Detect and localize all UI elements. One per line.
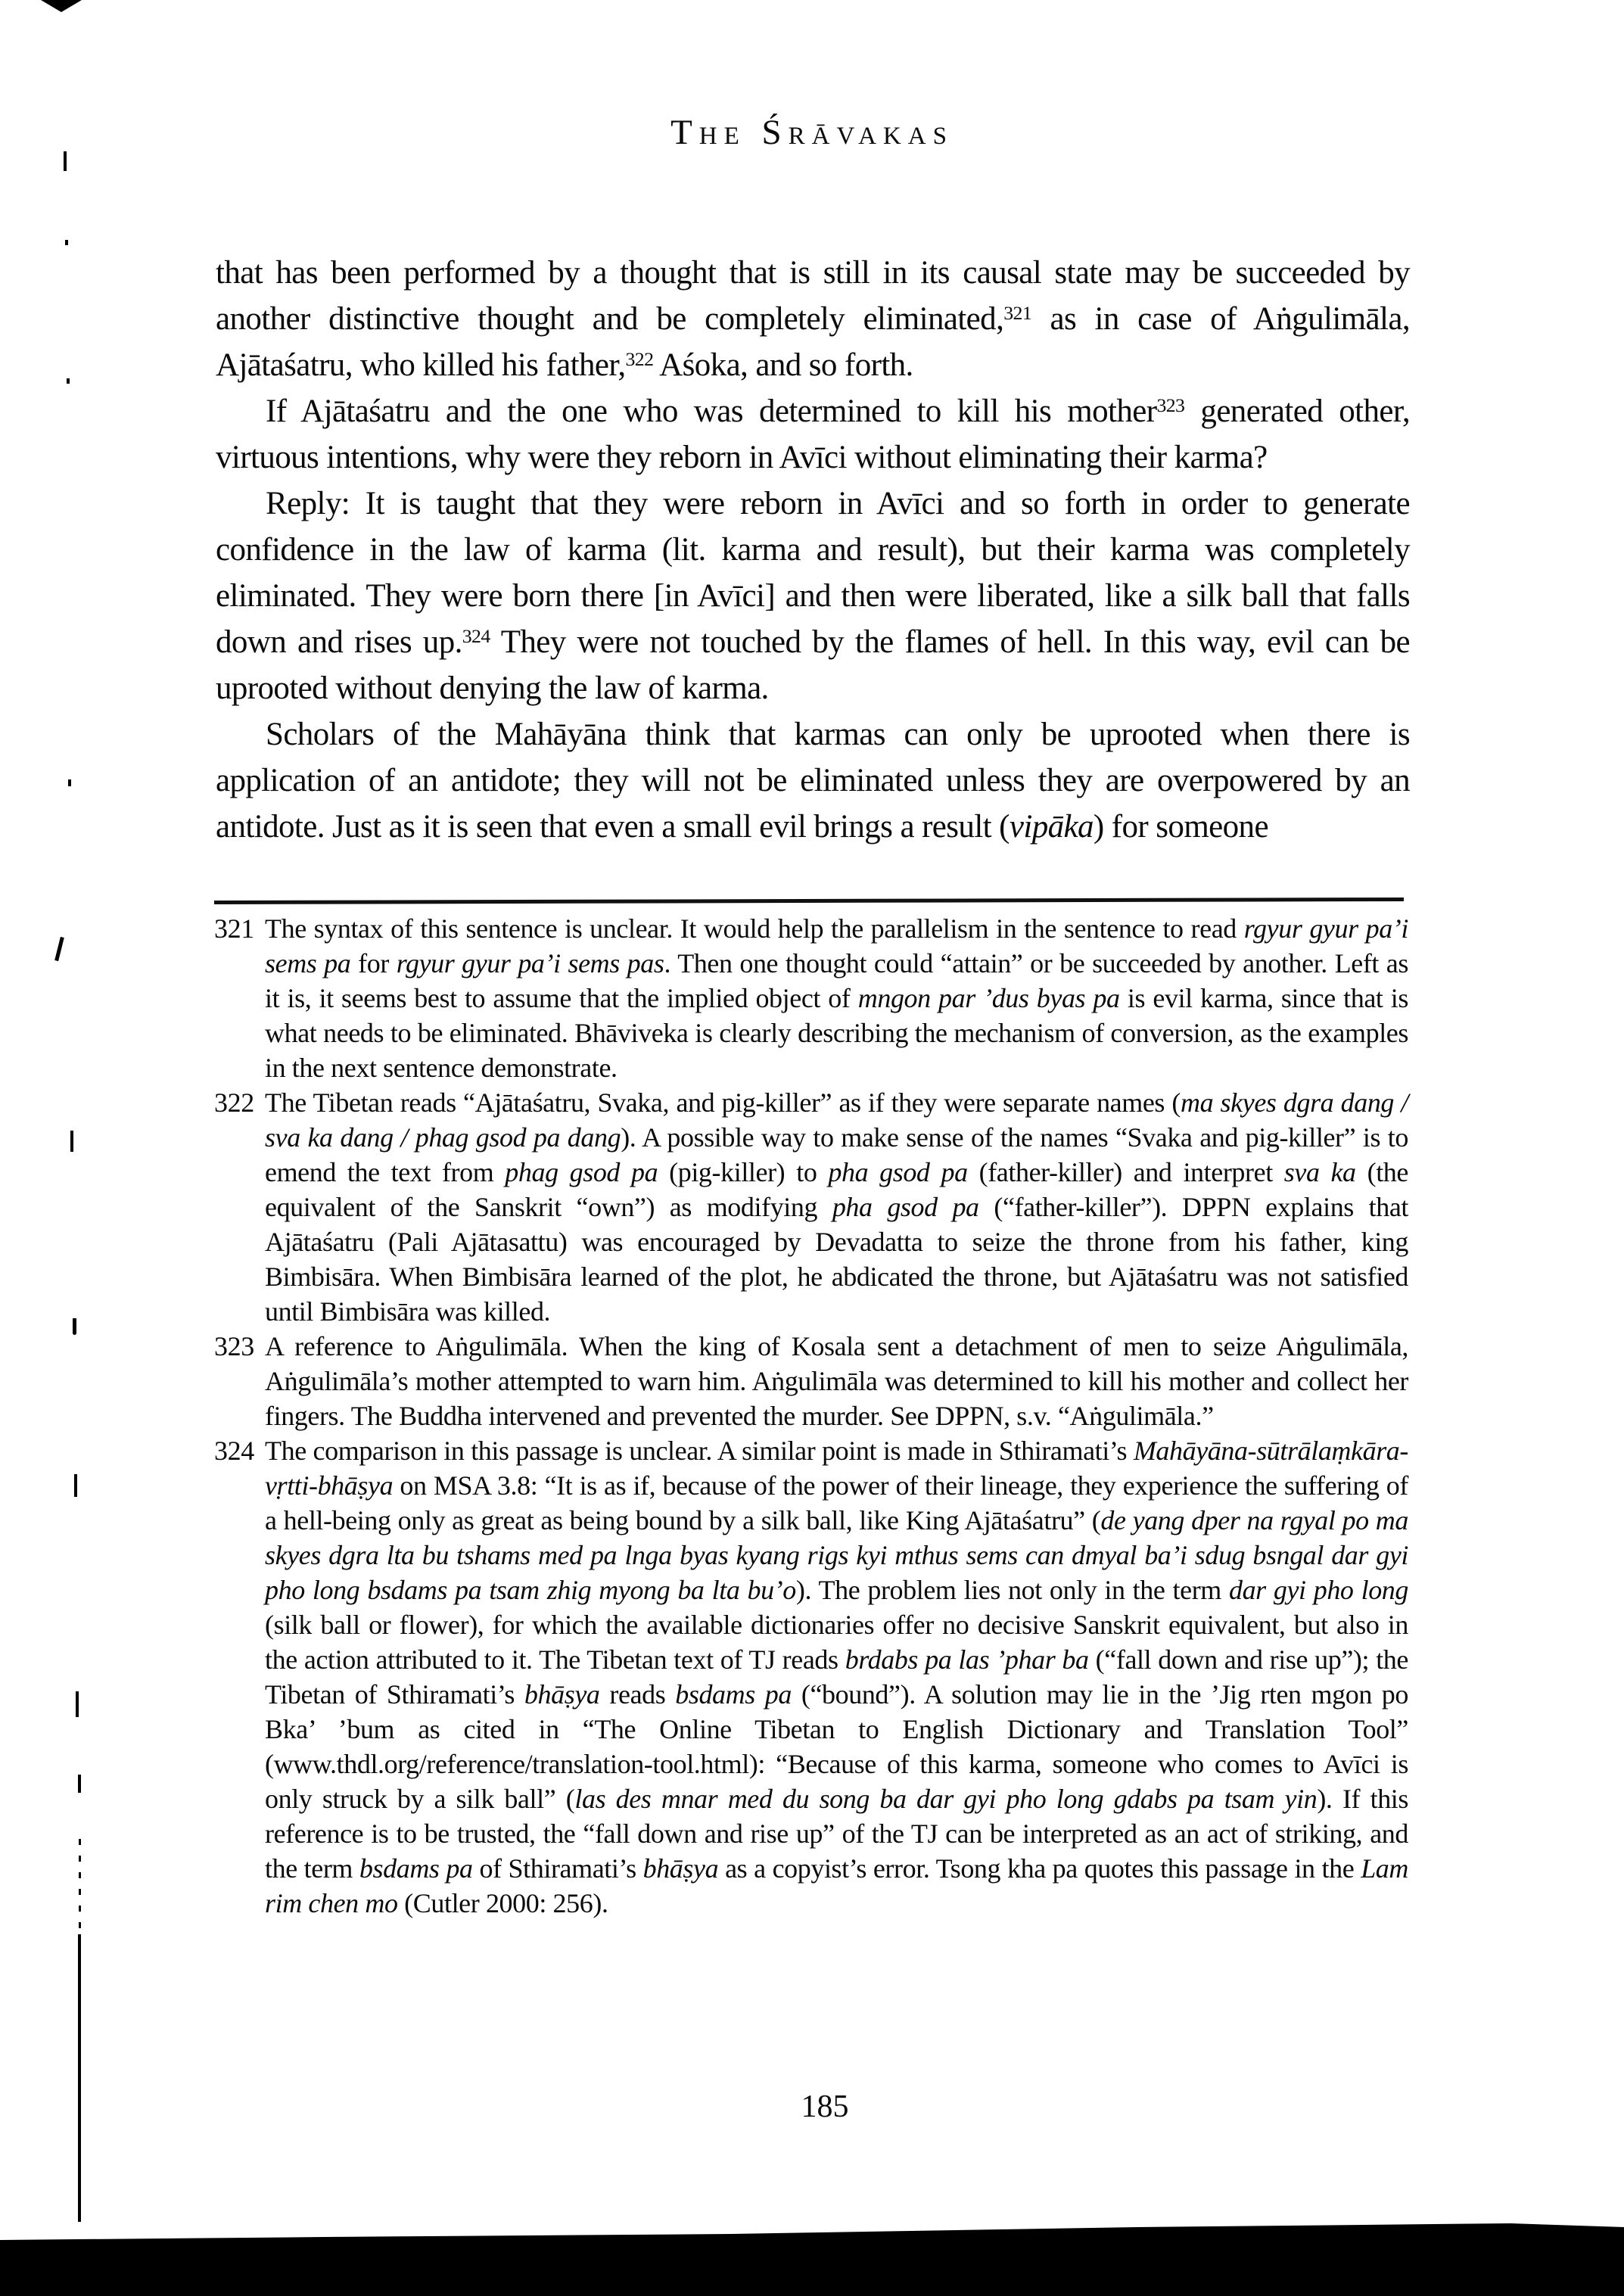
scan-artifact-tick (54, 937, 64, 961)
page-number: 185 (801, 2089, 849, 2124)
paragraph: that has been performed by a thought that is still in its causal state may be succeeded by another distinctive thought and be completely eliminated,$^{321}$ as in case of Aṅgulimāla, Ajātaśatru, who killed his father,$^{322}$ Aśoka, and so forth. (216, 255, 1410, 383)
scan-artifact-tick (68, 779, 71, 786)
footnote-number: 324 (214, 1436, 254, 1466)
footnote-number: 321 (214, 913, 254, 944)
footnote-number: 322 (214, 1087, 254, 1118)
paragraph: If Ajātaśatru and the one who was determined to kill his mother$^{323}$ generated other, virtuous intentions, why were they reborn in Avīci without eliminating their karma? (216, 394, 1410, 475)
footnote-text: The Tibetan reads “Ajātaśatru, Svaka, and pig-killer” as if they were separate names (ma skyes dgra dang / sva ka dang / phag gsod pa dang). A possible way to make sense of the names “Svaka and pig-killer” is to emend the text from phag gsod pa (pig-killer) to pha gsod pa (father-killer) and interpret sva ka (the equivalent of the Sanskrit “own”) as modifying pha gsod pa (“father-killer”). DPPN explains that Ajātaśatru (Pali Ajātasattu) was encouraged by Devadatta to seize the throne from his father, king Bimbisāra. When Bimbisāra learned of the plot, he abdicated the throne, but Ajātaśatru was not satisfied until Bimbisāra was killed. (265, 1087, 1408, 1327)
body-text (216, 250, 1410, 850)
footnote-divider (214, 898, 1404, 904)
footnote-text: A reference to Aṅgulimāla. When the king of Kosala sent a detachment of men to seize Aṅgulimāla, Aṅgulimāla’s mother attempted to warn him. Aṅgulimāla was determined to kill his mother and collect her fingers. The Buddha intervened and prevented the murder. See DPPN, s.v. “Aṅgulimāla.” (265, 1331, 1408, 1431)
scan-artifact-tick (64, 151, 67, 171)
scan-artifact-bottom-band (0, 2217, 1624, 2296)
scan-artifact-dotted-line (79, 1839, 81, 1934)
footnote-text: The comparison in this passage is unclear. A similar point is made in Sthiramati’s Mahāyāna-sūtrālaṃkāra-vṛtti-bhāṣya on MSA 3.8: “It is as if, because of the power of their lineage, they experience the suffering of a hell-being only as great as being bound by a silk ball, like King Ajātaśatru” (de yang dper na rgyal po ma skyes dgra lta bu tshams med pa lnga byas kyang rigs kyi mthus sems can dmyal ba’i sdug bsngal dar gyi pho long bsdams pa tsam zhig myong ba lta bu’o). The problem lies not only in the term dar gyi pho long (silk ball or flower), for which the available dictionaries offer no decisive Sanskrit equivalent, but also in the action attributed to it. The Tibetan text of TJ reads brdabs pa las ’phar ba (“fall down and rise up”); the Tibetan of Sthiramati’s bhāṣya reads bsdams pa (“bound”). A solution may lie in the ’Jig rten mgon po Bka’ ’bum as cited in “The Online Tibetan to English Dictionary and Translation Tool” (www.thdl.org/reference/translation-tool.html): “Because of this karma, someone who comes to Avīci is only struck by a silk ball” (las des mnar med du song ba dar gyi pho long gdabs pa tsam yin). If this reference is to be trusted, the “fall down and rise up” of the TJ can be interpreted as an act of striking, and the term bsdams pa of Sthiramati’s bhāṣya as a copyist’s error. Tsong kha pa quotes this passage in the Lam rim chen mo (Cutler 2000: 256). (265, 1436, 1409, 1918)
scan-artifact-tick (65, 240, 68, 245)
footnote (214, 1085, 1408, 1329)
footnote-text: The syntax of this sentence is unclear. It would help the parallelism in the sentence to read rgyur gyur pa’i sems pa for rgyur gyur pa’i sems pas. Then one thought could “attain” or be succeeded by another. Left as it is, it seems best to assume that the implied object of mngon par ’dus byas pa is evil karma, since that is what needs to be eliminated. Bhāviveka is clearly describing the mechanism of conversion, as the examples in the next sentence demonstrate. (265, 913, 1408, 1083)
scan-artifact-tick (78, 1775, 81, 1793)
paragraph: Scholars of the Mahāyāna think that karmas can only be uprooted when there is application of an antidote; they will not be eliminated unless they are overpowered by an antidote. Just as it is seen that even a small evil brings a result (vipāka) for someone (216, 717, 1410, 845)
page-title: The Śrāvakas (670, 113, 954, 152)
footnotes-section (214, 911, 1408, 1921)
scan-artifact-tick (74, 1474, 77, 1497)
scan-artifact-arrowhead (41, 0, 82, 12)
footnote (214, 1329, 1408, 1433)
footnote-number: 323 (214, 1331, 254, 1361)
footnote (214, 911, 1408, 1085)
scan-artifact-tick (67, 378, 70, 384)
paragraph: Reply: It is taught that they were reborn in Avīci and so forth in order to generate confidence in the law of karma (lit. karma and result), but their karma was completely eliminated. They were born there [in Avīci] and then were liberated, like a silk ball that falls down and rises up.$^{324}$ They were not touched by the flames of hell. In this way, evil can be uprooted without denying the law of karma. (216, 486, 1410, 706)
scan-artifact-edge-line (78, 1934, 81, 2222)
scan-artifact-tick (76, 1691, 79, 1717)
scan-artifact-tick (70, 1131, 73, 1152)
footnote (214, 1433, 1408, 1921)
scan-artifact-tick (73, 1318, 76, 1335)
